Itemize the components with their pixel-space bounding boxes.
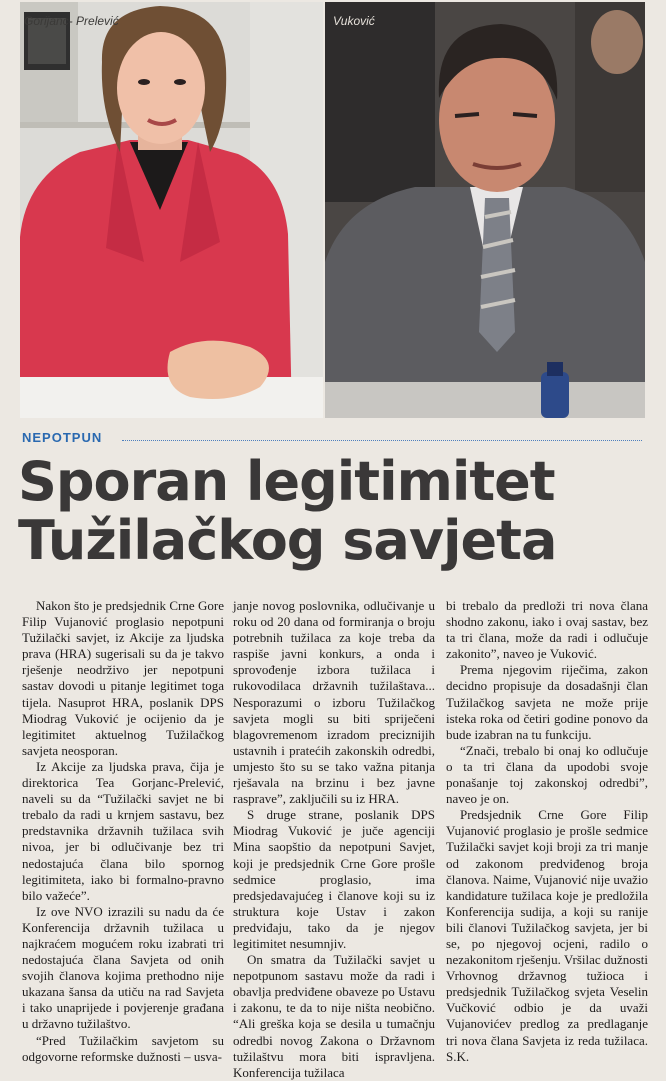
paragraph: Iz Akcije za ljudska prava, čija je direktorica Tea Gorjanc-Prelević, naveli su da “Tužilački savjet ne bi trebalo da radi u krnjem sastavu, bez predstavnika državnih tužilaca svih nivoa, jer bi odlučivanje bez tri nedostajuća člana bilo spornog legitimiteta, iako bi formalno-pravno bilo važeće”. [22,758,224,903]
article-column-2 [233,598,435,1081]
photo-caption-right: Vuković [333,14,375,28]
photo-vukovic [325,2,645,418]
photo-woman-illustration [20,2,323,418]
paragraph: S druge strane, poslanik DPS Miodrag Vuković je juče agenciji Mina saopštio da nepotpuni Savjet, koji je predsjednik Crne Gore prošle sedmice proglasio, ima predsjedavajućeg i članove koji su iz struktura koje Ustav i zakon predviđaju, tako da je njegov legitimitet nesumnjiv. [233,807,435,951]
paragraph: “Znači, trebalo bi onaj ko odlučuje o ta tri člana da upodobi svoje ponašanje toj zakonskoj odredbi”, naveo je on. [446,742,648,807]
article-kicker: NEPOTPUN [22,430,103,445]
photo-caption-left: Gorijanc- Prelević [24,14,119,28]
photo-gorjanc-prelevic [20,2,323,418]
article-column-1 [22,598,224,1065]
photo-man-illustration [325,2,645,418]
article-headline [18,452,648,570]
article-column-3 [446,598,648,1065]
headline-line-2: Tužilačkog savjeta [18,509,557,572]
paragraph: Prema njegovim riječima, zakon decidno propisuje da dosadašnji član Tužilačkog savjeta ne može prije isteka roka od četiri godine ponovo da bude izabran na tu funkciju. [446,662,648,742]
headline-line-1: Sporan legitimitet [18,450,555,513]
paragraph: “Pred Tužilačkim savjetom su odgovorne reformske dužnosti – usva- [22,1032,224,1064]
paragraph: bi trebalo da predloži tri nova člana shodno zakonu, iako i ovaj sastav, bez ta tri člana, može da radi i odlučuje zakonito”, naveo je Vuković. [446,598,648,662]
paragraph: Iz ove NVO izrazili su nadu da će Konferencija državnih tužilaca u najkraćem mogućem roku izabrati tri nedostajuća člana Savjeta od onih svojih članova kojima prethodno nije ukazana šansa da utiču na rad Savjeta i tako unaprijede i povjerenje građana u državno tužilaštvo. [22,903,224,1032]
paragraph: Predsjednik Crne Gore Filip Vujanović proglasio je prošle sedmice Tužilački savjet koji broji za tri manje od zakonom predviđenog broja članova. Naime, Vujanović nije uvažio kandidature tužilaca koje je predložila Konferencija sudija, a koji su ranije bili članovi Tužilačkog savjeta, jer bi se, po njegovoj ocjeni, radilo o nezakonitom rješenju. Vršilac dužnosti Vrhovnog državnog tužioca i predsjednik Tužilačkog svjeta Veselin Vučković odbio je da uvaži Vujanovićev predlog za predlaganje tri nova člana Savjeta iz reda tužilaca. S.K. [446,807,648,1064]
kicker-dotted-rule [122,440,642,441]
paragraph: On smatra da Tužilački savjet u nepotpunom sastavu može da radi i obavlja predviđene obaveze po Ustavu i zakonu, te da to nije ništa neobično. “Ali greška koja se desila u tumačnju odredbi novog Zakona o Državnom tužilaštvu mora biti ispravljena. Konferencija tužilaca [233,952,435,1080]
paragraph: Nakon što je predsjednik Crne Gore Filip Vujanović proglasio nepotpuni Tužilački savjet, iz Akcije za ljudska prava (HRA) sugerisali su da je takvo rješenje neodrživo jer nepotpuni sastav dovodi u pitanje legitimet toga tijela. Nasuprot HRA, poslanik DPS Miodrag Vuković je ocijenio da je legitimitet aktuelnog Tužilačkog savjeta neosporan. [22,598,224,758]
paragraph: janje novog poslovnika, odlučivanje u roku od 20 dana od formiranja o broju potrebnih tužilaca za koje treba da raspiše javni konkurs, a onda i sprovođenje izbora tužilaca i rukovodilaca državnih tužilaštava... Nesporazumi o izboru Tužilačkog savjeta mogli su biti spriječeni blagovremenom izradom preciznijih ustavnih i pratećih zakonskih odredbi, umjesto što su se tako važna pitanja rješavala na brzinu i bez javne rasprave”, zaključili su iz HRA. [233,598,435,807]
